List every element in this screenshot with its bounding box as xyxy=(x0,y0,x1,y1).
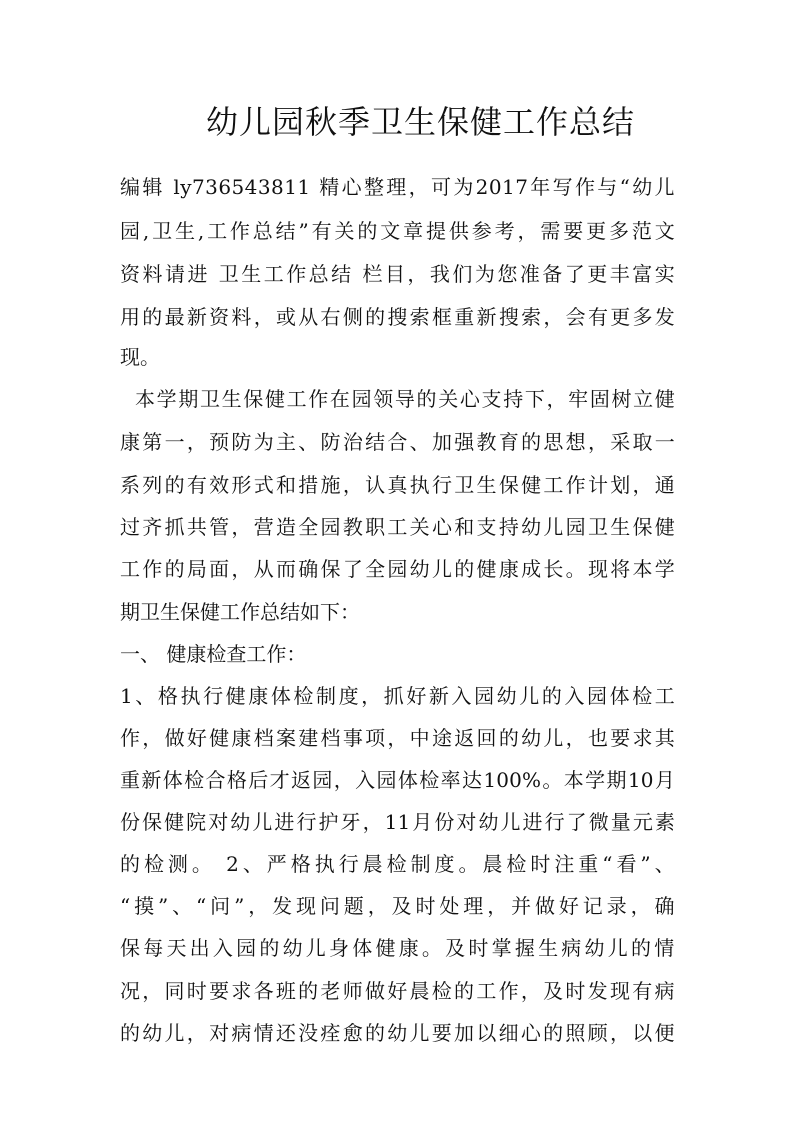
paragraph-line: 编辑 ly736543811 精心整理，可为2017年写作与“幼儿 xyxy=(120,175,675,199)
paragraph-line: 重新体检合格后才返园，入园体检率达100%。本学期10月 xyxy=(120,768,675,792)
document-title: 幼儿园秋季卫生保健工作总结 xyxy=(206,103,636,141)
paragraph-line: 的检测。 2、严格执行晨检制度。晨检时注重“看”、 xyxy=(120,852,675,876)
section-heading: 一、 健康检查工作： xyxy=(120,642,307,666)
paragraph-line: 作，做好健康档案建档事项，中途返回的幼儿，也要求其 xyxy=(120,726,675,750)
paragraph-line: 康第一，预防为主、防治结合、加强教育的思想，采取一 xyxy=(120,430,675,454)
paragraph-line: 现。 xyxy=(120,345,160,369)
paragraph-line: 的幼儿，对病情还没痊愈的幼儿要加以细心的照顾，以便 xyxy=(120,1021,675,1045)
paragraph-line: 本学期卫生保健工作在园领导的关心支持下，牢固树立健 xyxy=(135,387,675,411)
paragraph-line: “摸”、“问”，发现问题，及时处理，并做好记录，确 xyxy=(120,894,675,918)
paragraph-line: 用的最新资料，或从右侧的搜索框重新搜索，会有更多发 xyxy=(120,305,675,329)
paragraph-line: 系列的有效形式和措施，认真执行卫生保健工作计划，通 xyxy=(120,473,675,497)
paragraph-line: 况，同时要求各班的老师做好晨检的工作，及时发现有病 xyxy=(120,979,675,1003)
paragraph-line: 过齐抓共管，营造全园教职工关心和支持幼儿园卫生保健 xyxy=(120,515,675,539)
paragraph-line: 1、格执行健康体检制度，抓好新入园幼儿的入园体检工 xyxy=(120,684,675,708)
paragraph-line: 期卫生保健工作总结如下： xyxy=(120,600,360,624)
paragraph-line: 园,卫生,工作总结”有关的文章提供参考，需要更多范文 xyxy=(120,219,675,243)
paragraph-line: 份保健院对幼儿进行护牙，11月份对幼儿进行了微量元素 xyxy=(120,810,675,834)
paragraph-line: 资料请进 卫生工作总结 栏目，我们为您准备了更丰富实 xyxy=(120,262,675,286)
paragraph-line: 保每天出入园的幼儿身体健康。及时掌握生病幼儿的情 xyxy=(120,936,675,960)
paragraph-line: 工作的局面，从而确保了全园幼儿的健康成长。现将本学 xyxy=(120,557,675,581)
